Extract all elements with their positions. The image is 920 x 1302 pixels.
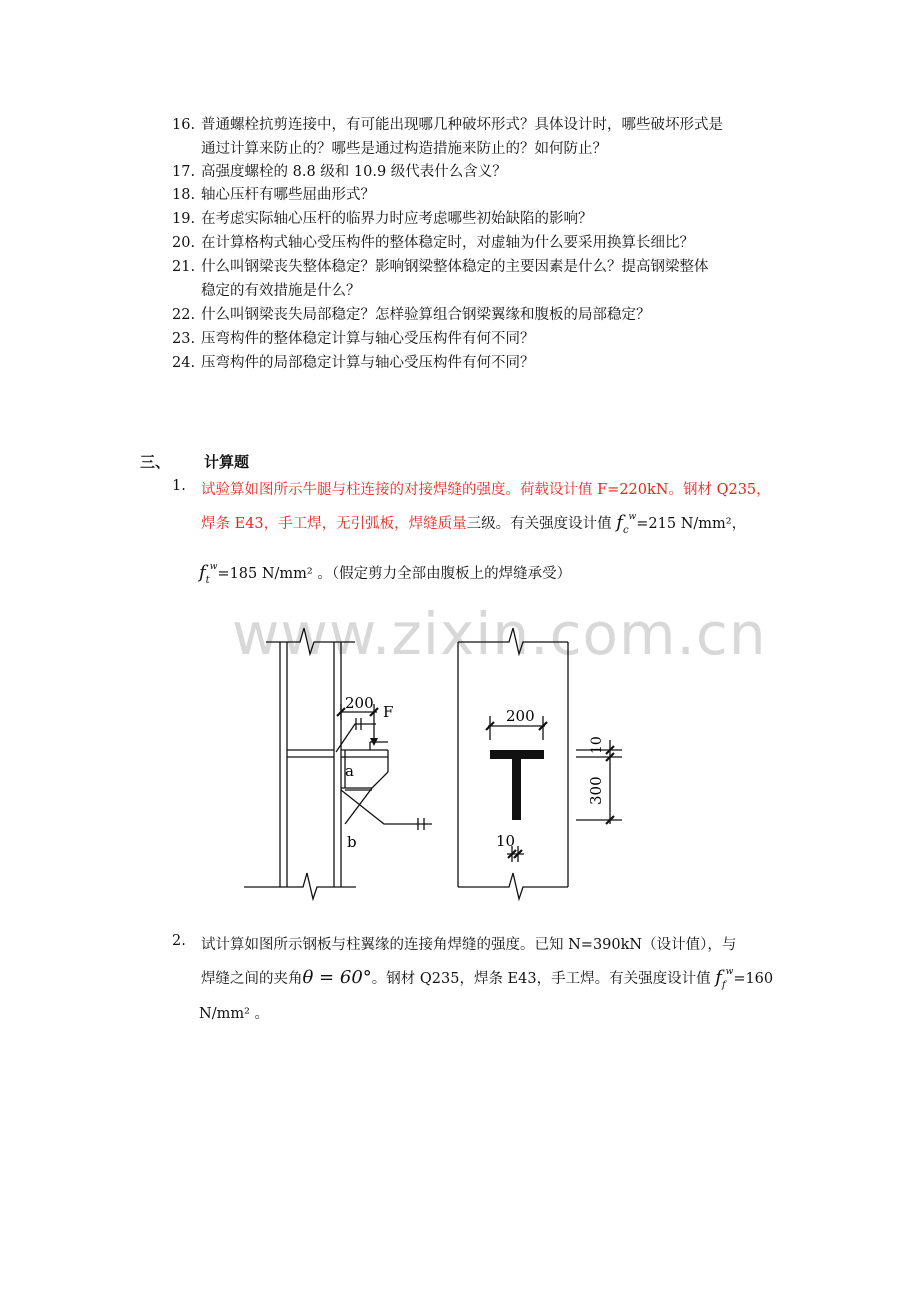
fc-value: =215 N/mm²， xyxy=(636,516,747,532)
problem-number: 1. xyxy=(172,478,186,494)
question-16 xyxy=(172,114,792,161)
question-text: 稳定的有效措施是什么？ xyxy=(201,282,361,299)
question-number: 21. xyxy=(172,259,196,275)
question-number: 22. xyxy=(172,307,196,323)
question-21 xyxy=(172,256,792,303)
weld-label-b: b xyxy=(347,833,357,851)
section-label: 三、 xyxy=(140,453,171,471)
dim-200-left: 200 xyxy=(345,694,374,712)
question-number: 18. xyxy=(172,187,196,203)
problem-text-line xyxy=(199,562,572,586)
question-number: 16. xyxy=(172,117,196,133)
figure-bracket-connection xyxy=(0,600,920,920)
problem-text-red: 焊条 E43，手工焊，无引弧板，焊缝质量 xyxy=(201,516,467,532)
problem-number: 2. xyxy=(172,933,186,949)
question-text: 通过计算来防止的？哪些是通过构造措施来防止的？如何防止？ xyxy=(201,140,607,157)
question-text: 什么叫钢梁丧失整体稳定？影响钢梁整体稳定的主要因素是什么？提高钢梁整体 xyxy=(201,259,709,275)
question-24 xyxy=(172,352,792,376)
dim-10-top: 10 xyxy=(589,736,605,754)
problem-text-black: 三级。有关强度设计值 xyxy=(466,516,612,532)
t-section-flange xyxy=(490,750,544,759)
t-section-web xyxy=(512,759,521,820)
question-19 xyxy=(172,208,792,232)
question-22 xyxy=(172,304,792,328)
dim-10-bottom: 10 xyxy=(496,832,516,850)
question-number: 24. xyxy=(172,355,196,371)
dim-200-right: 200 xyxy=(506,707,535,725)
ff-value: =160 xyxy=(733,971,774,987)
question-text: 什么叫钢梁丧失局部稳定？怎样验算组合钢梁翼缘和腹板的局部稳定？ xyxy=(201,307,651,323)
theta-expression: θ = 60° xyxy=(302,967,372,988)
question-number: 19. xyxy=(172,211,196,227)
question-number: 17. xyxy=(172,164,196,180)
question-number: 20. xyxy=(172,235,196,251)
question-18 xyxy=(172,184,792,208)
column-section-view xyxy=(458,628,622,899)
question-text: 在考虑实际轴心压杆的临界力时应考虑哪些初始缺陷的影响？ xyxy=(201,211,593,227)
section-heading xyxy=(140,451,250,472)
column-side-view xyxy=(244,628,432,899)
problem-text-line: 试验算如图所示牛腿与柱连接的对接焊缝的强度。荷载设计值 F=220kN。钢材 Q235， xyxy=(201,482,771,498)
ft-symbol: $f_t^w$ xyxy=(199,562,218,586)
problem-text-line: 试计算如图所示钢板与柱翼缘的连接角焊缝的强度。已知 N=390kN（设计值），与 xyxy=(201,937,737,953)
question-17 xyxy=(172,161,792,185)
watermark: www.zixin.com.cn xyxy=(232,600,767,668)
problem-text-line xyxy=(201,512,747,536)
section-title: 计算题 xyxy=(204,453,250,471)
question-number: 23. xyxy=(172,331,196,347)
question-text: 压弯构件的整体稳定计算与轴心受压构件有何不同？ xyxy=(201,331,535,347)
question-text: 高强度螺栓的 8.8 级和 10.9 级代表什么含义？ xyxy=(201,164,507,180)
problem-text-line: N/mm² 。 xyxy=(199,1006,269,1022)
ff-symbol: $f_f^w$ xyxy=(715,967,734,991)
question-text: 轴心压杆有哪些屈曲形式？ xyxy=(201,187,375,203)
problem-text-tail: 。（假定剪力全部由腹板上的焊缝承受） xyxy=(317,566,572,582)
question-20 xyxy=(172,232,792,256)
question-text: 普通螺栓抗剪连接中，有可能出现哪几种破坏形式？具体设计时，哪些破坏形式是 xyxy=(201,117,723,133)
question-text: 在计算格构式轴心受压构件的整体稳定时，对虚轴为什么要采用换算长细比？ xyxy=(201,235,694,251)
question-text: 压弯构件的局部稳定计算与轴心受压构件有何不同？ xyxy=(201,355,535,371)
question-23 xyxy=(172,328,792,352)
weld-label-a: a xyxy=(345,762,354,780)
problem-text-line: 焊缝之间的夹角θ = 60°。钢材 Q235，焊条 E43，手工焊。有关强度设计值 $f_f^w=160$ xyxy=(201,967,774,991)
load-label-F: F xyxy=(383,703,394,721)
fc-symbol: $f_c^w$ xyxy=(616,512,637,536)
ft-value: =185 N/mm² xyxy=(217,566,313,582)
dim-300: 300 xyxy=(587,776,605,805)
